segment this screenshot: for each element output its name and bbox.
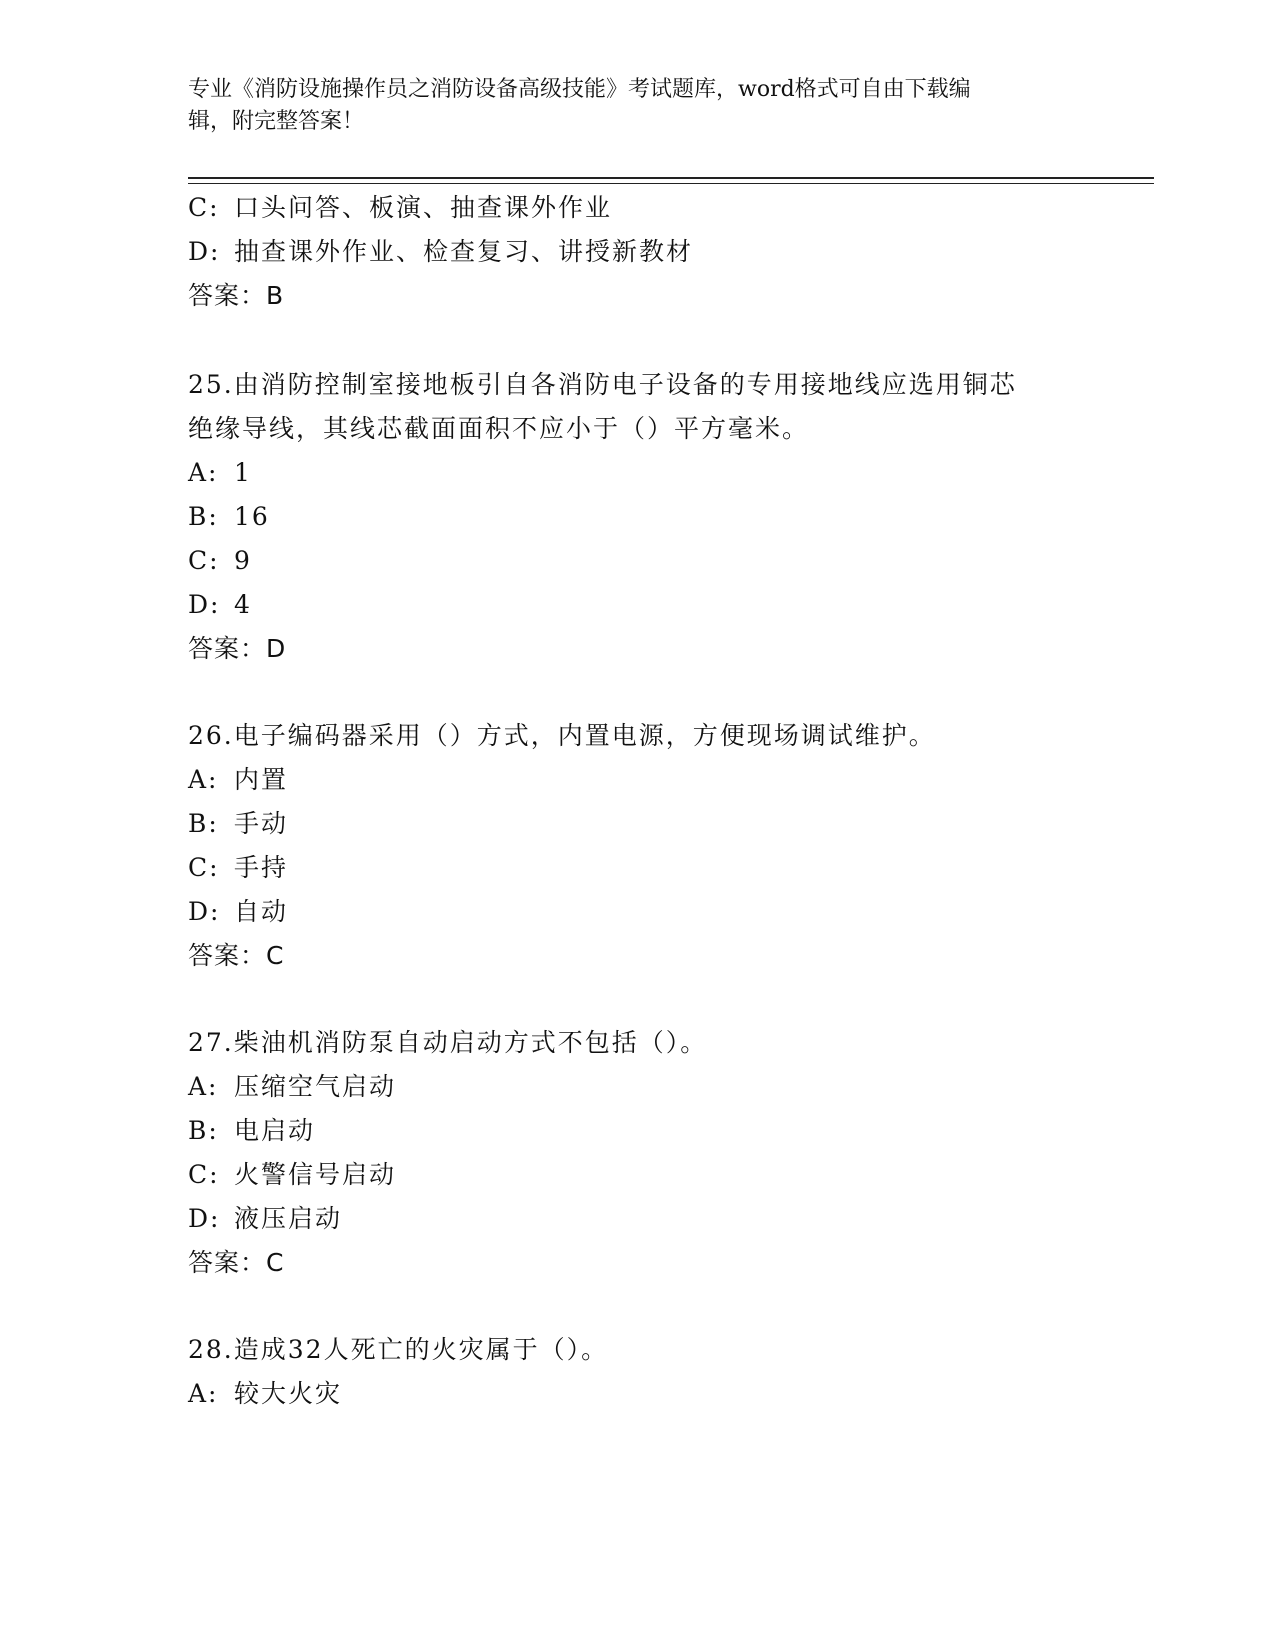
- option-text: 液压启动: [234, 1204, 343, 1233]
- option-text: 1: [234, 458, 252, 487]
- option-letter: B:: [188, 809, 219, 838]
- option-c: [188, 850, 288, 886]
- header-line-1: 专业《消防设施操作员之消防设备高级技能》考试题库，word格式可自由下载编: [188, 77, 971, 102]
- option-c: [188, 190, 612, 226]
- header-line-2: 辑，附完整答案！: [188, 109, 365, 134]
- option-d: [188, 234, 693, 270]
- option-letter: A:: [188, 1072, 219, 1101]
- option-text: 抽查课外作业、检查复习、讲授新教材: [234, 237, 694, 266]
- header-rule-top: [188, 177, 1154, 179]
- option-letter: D:: [188, 897, 221, 926]
- option-letter: A:: [188, 1379, 219, 1408]
- option-text: 电启动: [234, 1116, 316, 1145]
- option-letter: D:: [188, 1204, 221, 1233]
- question-stem: 27.柴油机消防泵自动启动方式不包括（）。: [188, 1028, 708, 1057]
- option-b: [188, 499, 270, 535]
- answer-line: 答案：C: [188, 941, 285, 970]
- option-letter: B:: [188, 1116, 219, 1145]
- option-c: [188, 1157, 396, 1193]
- answer-line: 答案：D: [188, 634, 287, 663]
- option-letter: C:: [188, 193, 220, 222]
- option-d: [188, 587, 252, 623]
- question-stem-continued: 绝缘导线，其线芯截面面积不应小于（）平方毫米。: [188, 414, 810, 443]
- header-rule-bottom: [188, 183, 1154, 184]
- answer-line: 答案：B: [188, 281, 285, 310]
- option-text: 压缩空气启动: [234, 1072, 397, 1101]
- option-b: [188, 806, 288, 842]
- option-text: 口头问答、板演、抽查课外作业: [234, 193, 613, 222]
- option-text: 自动: [234, 897, 289, 926]
- option-d: [188, 894, 288, 930]
- option-text: 较大火灾: [234, 1379, 343, 1408]
- option-text: 手持: [234, 853, 289, 882]
- option-letter: C:: [188, 546, 220, 575]
- option-c: [188, 543, 252, 579]
- option-a: [188, 455, 252, 491]
- question-stem: 25.由消防控制室接地板引自各消防电子设备的专用接地线应选用铜芯: [188, 370, 1017, 399]
- option-d: [188, 1201, 342, 1237]
- answer-line: 答案：C: [188, 1248, 285, 1277]
- option-text: 内置: [234, 765, 289, 794]
- option-text: 火警信号启动: [234, 1160, 397, 1189]
- option-letter: A:: [188, 458, 219, 487]
- question-stem: 26.电子编码器采用（）方式，内置电源，方便现场调试维护。: [188, 721, 936, 750]
- option-b: [188, 1113, 315, 1149]
- option-a: [188, 762, 288, 798]
- option-text: 4: [234, 590, 252, 619]
- option-letter: A:: [188, 765, 219, 794]
- option-letter: B:: [188, 502, 219, 531]
- option-letter: C:: [188, 853, 220, 882]
- option-a: [188, 1069, 396, 1105]
- option-letter: C:: [188, 1160, 220, 1189]
- question-stem: 28.造成32人死亡的火灾属于（）。: [188, 1335, 609, 1364]
- option-text: 手动: [234, 809, 289, 838]
- option-text: 16: [234, 502, 270, 531]
- option-letter: D:: [188, 237, 221, 266]
- option-text: 9: [234, 546, 252, 575]
- option-letter: D:: [188, 590, 221, 619]
- document-header: [188, 74, 1068, 138]
- option-a: [188, 1376, 342, 1412]
